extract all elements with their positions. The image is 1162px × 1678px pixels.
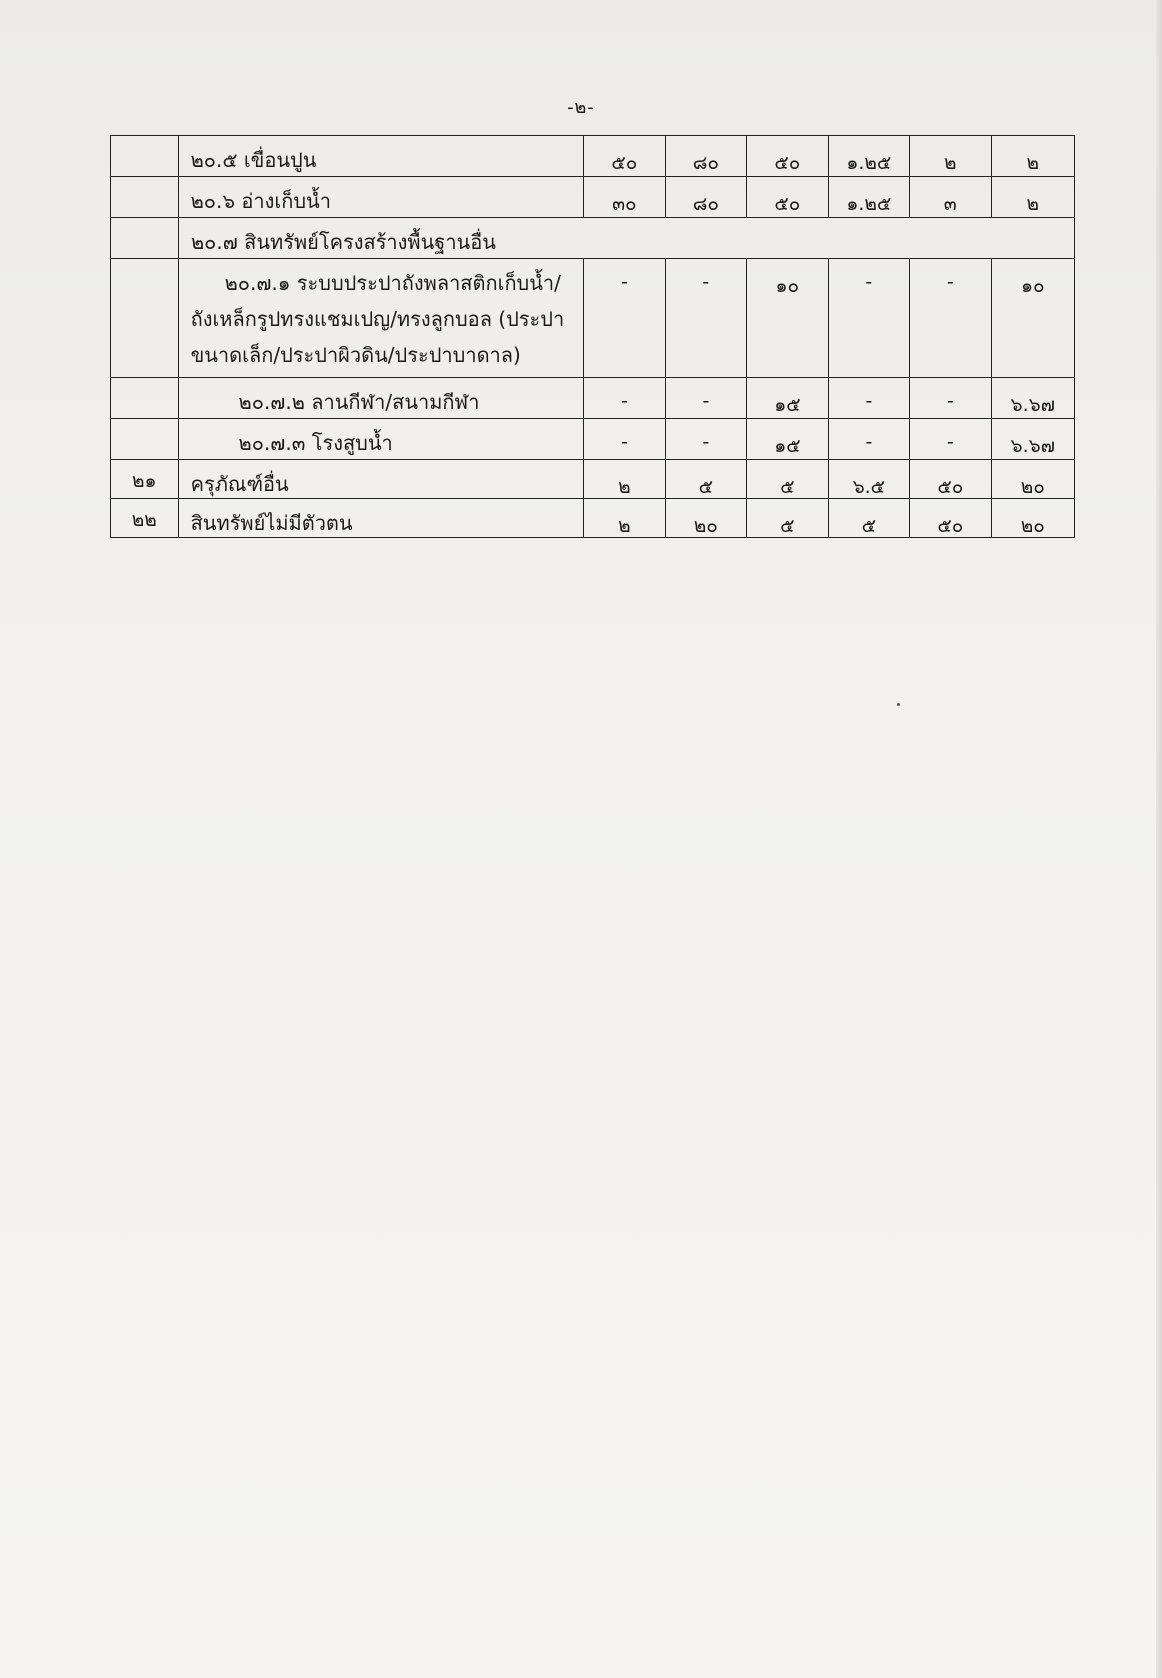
value-cell: - <box>666 259 747 377</box>
row-item-section: ๒๐.๗ สินทรัพย์โครงสร้างพื้นฐานอื่น <box>191 230 496 254</box>
value-cell: ๕๐ <box>910 460 991 498</box>
row-item: ๒๐.๗.๒ ลานกีฬา/สนามกีฬา <box>179 378 585 418</box>
row-number <box>111 259 179 377</box>
row-number <box>111 136 179 176</box>
value-cell: - <box>584 419 665 459</box>
paper-speck <box>897 703 900 706</box>
value-cell: ๒ <box>584 460 665 498</box>
value-cell: - <box>829 419 910 459</box>
value-cell: - <box>584 378 665 418</box>
table-row <box>110 378 1075 419</box>
value-cell: ๕ <box>747 460 828 498</box>
value-cell: ๖.๖๗ <box>1010 435 1055 457</box>
table-row <box>110 259 1075 378</box>
value-cell: ๓ <box>910 177 991 217</box>
page-number: -๒- <box>567 97 595 118</box>
value-cell: ๒ <box>1026 152 1040 174</box>
value-cell: ๒๐ <box>666 499 747 537</box>
value-cell: ๕๐ <box>747 177 828 217</box>
item-line: ๒๐.๗.๑ ระบบประปาถังพลาสติกเก็บน้ำ/ <box>224 271 561 295</box>
value-cell: ๒๐ <box>1020 515 1045 537</box>
row-item: ครุภัณฑ์อื่น <box>179 460 585 498</box>
depreciation-table <box>110 135 1075 538</box>
item-line: ขนาดเล็ก/ประปาผิวดิน/ประปาบาดาล) <box>190 343 521 367</box>
value-cell: ๑๐ <box>1020 275 1045 297</box>
value-cell: ๑๕ <box>747 378 828 418</box>
table-row <box>110 135 1075 177</box>
table-row <box>110 419 1075 460</box>
value-cell: ๕๐ <box>747 136 828 176</box>
table-row <box>110 218 1075 259</box>
value-cell: ๕๐ <box>910 499 991 537</box>
row-item <box>179 259 585 377</box>
value-cell: ๖.๖๗ <box>1010 394 1055 416</box>
value-cell: ๒ <box>1026 193 1040 215</box>
value-cell: ๑๕ <box>747 419 828 459</box>
value-cell: - <box>584 259 665 377</box>
row-item: ๒๐.๖ อ่างเก็บน้ำ <box>179 177 585 217</box>
value-cell: ๑.๒๕ <box>829 177 910 217</box>
value-cell: - <box>829 378 910 418</box>
value-cell: ๒ <box>584 499 665 537</box>
item-line: ถังเหล็กรูปทรงแชมเปญ/ทรงลูกบอล (ประปา <box>190 307 565 331</box>
value-cell: ๒๐ <box>1020 476 1045 498</box>
value-cell: ๕๐ <box>584 136 665 176</box>
value-cell: ๑.๒๕ <box>829 136 910 176</box>
row-item: ๒๐.๗.๓ โรงสูบน้ำ <box>179 419 585 459</box>
row-number <box>111 218 179 258</box>
value-cell: ๑๐ <box>747 259 828 377</box>
value-cell: - <box>666 419 747 459</box>
value-cell: - <box>910 419 991 459</box>
value-cell: ๖.๕ <box>829 460 910 498</box>
row-number <box>111 419 179 459</box>
table-row <box>110 499 1075 538</box>
value-cell: - <box>910 259 991 377</box>
value-cell: - <box>666 378 747 418</box>
value-cell: ๓๐ <box>584 177 665 217</box>
row-item: ๒๐.๕ เขื่อนปูน <box>179 136 585 176</box>
row-number <box>111 177 179 217</box>
table-row <box>110 177 1075 218</box>
value-cell: - <box>910 378 991 418</box>
value-cell: ๕ <box>829 499 910 537</box>
page-edge-shadow <box>1156 0 1162 1678</box>
value-cell: ๘๐ <box>666 177 747 217</box>
value-cell: ๘๐ <box>666 136 747 176</box>
value-cell: ๕ <box>666 460 747 498</box>
row-number: ๒๑ <box>111 460 179 498</box>
value-cell: - <box>829 259 910 377</box>
value-cell: ๒ <box>910 136 991 176</box>
row-item: สินทรัพย์ไม่มีตัวตน <box>179 499 585 537</box>
row-number: ๒๒ <box>111 499 179 537</box>
value-cell: ๕ <box>747 499 828 537</box>
table-row <box>110 460 1075 499</box>
row-number <box>111 378 179 418</box>
